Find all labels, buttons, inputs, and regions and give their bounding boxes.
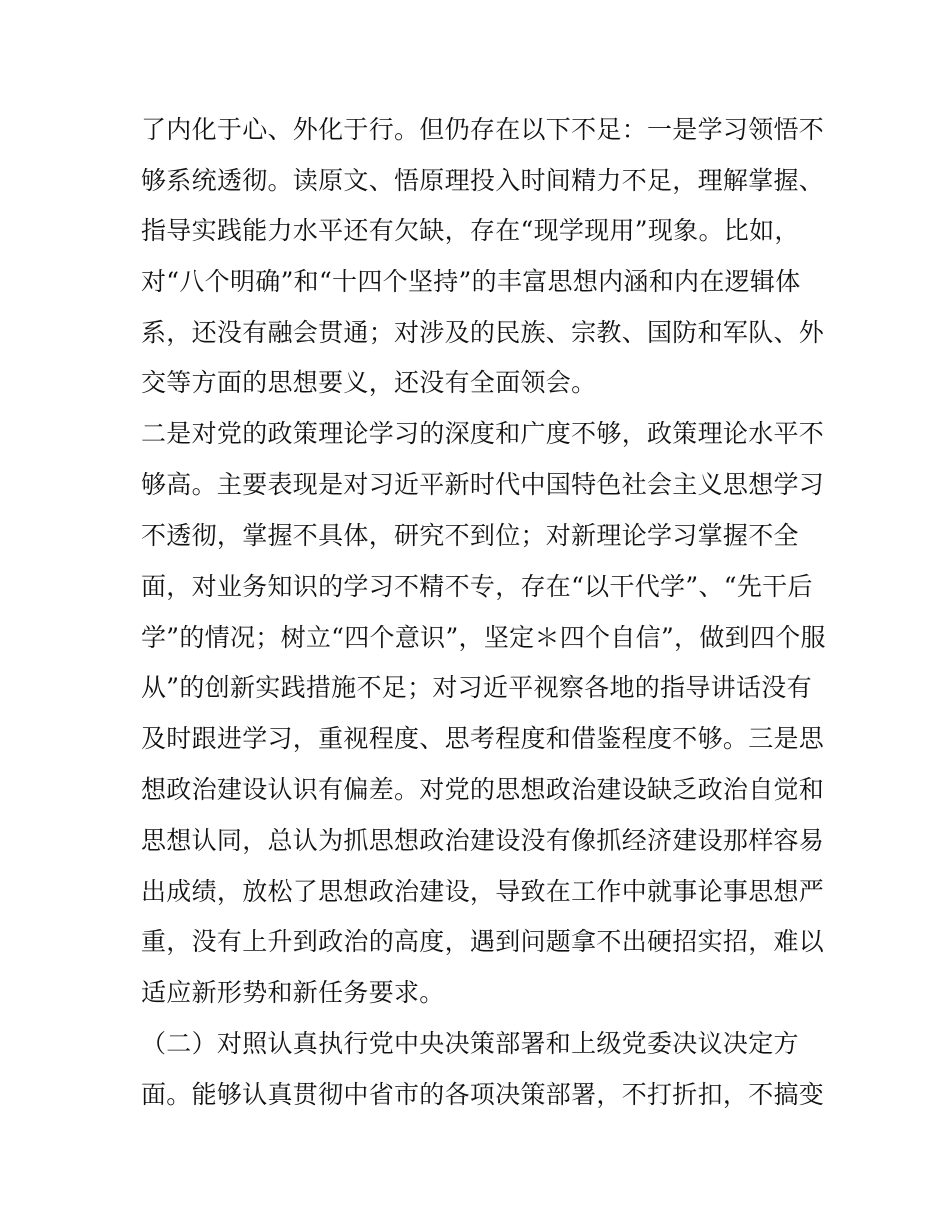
text-line: 够系统透彻。读原文、悟原理投入时间精力不足，理解掌握、 — [141, 166, 825, 195]
text-line: 二是对党的政策理论学习的深度和广度不够，政策理论水平不 — [141, 419, 825, 448]
text-line: 指导实践能力水平还有欠缺，存在“现学现用”现象。比如， — [141, 216, 800, 245]
text-line: 面，对业务知识的学习不精不专，存在“以干代学”、“先干后 — [141, 572, 813, 601]
text-line: 面。能够认真贯彻中省市的各项决策部署，不打折扣，不搞变 — [141, 1080, 825, 1109]
text-line: 从”的创新实践措施不足；对习近平视察各地的指导讲话没有 — [141, 673, 812, 702]
text-line: 系，还没有融会贯通；对涉及的民族、宗教、国防和军队、外 — [141, 318, 825, 347]
text-line: 及时跟进学习，重视程度、思考程度和借鉴程度不够。三是思 — [141, 724, 825, 753]
text-line: 重，没有上升到政治的高度，遇到问题拿不出硬招实招，难以 — [141, 927, 825, 956]
text-line: 了内化于心、外化于行。但仍存在以下不足：一是学习领悟不 — [141, 115, 825, 144]
text-line: （二）对照认真执行党中央决策部署和上级党委决议决定方 — [141, 1029, 799, 1058]
text-line: 交等方面的思想要义，还没有全面领会。 — [141, 368, 597, 397]
text-line: 对“八个明确”和“十四个坚持”的丰富思想内涵和内在逻辑体 — [141, 267, 801, 296]
text-line: 够高。主要表现是对习近平新时代中国特色社会主义思想学习 — [141, 470, 825, 499]
text-line: 不透彻，掌握不具体，研究不到位；对新理论学习掌握不全 — [141, 521, 799, 550]
text-line: 思想认同，总认为抓思想政治建设没有像抓经济建设那样容易 — [141, 826, 825, 855]
text-line: 出成绩，放松了思想政治建设，导致在工作中就事论事思想严 — [141, 877, 825, 906]
text-line: 适应新形势和新任务要求。 — [141, 978, 445, 1007]
text-line: 想政治建设认识有偏差。对党的思想政治建设缺乏政治自觉和 — [141, 775, 825, 804]
text-line: 学”的情况；树立“四个意识”，坚定＊四个自信”，做到四个服 — [141, 623, 826, 652]
